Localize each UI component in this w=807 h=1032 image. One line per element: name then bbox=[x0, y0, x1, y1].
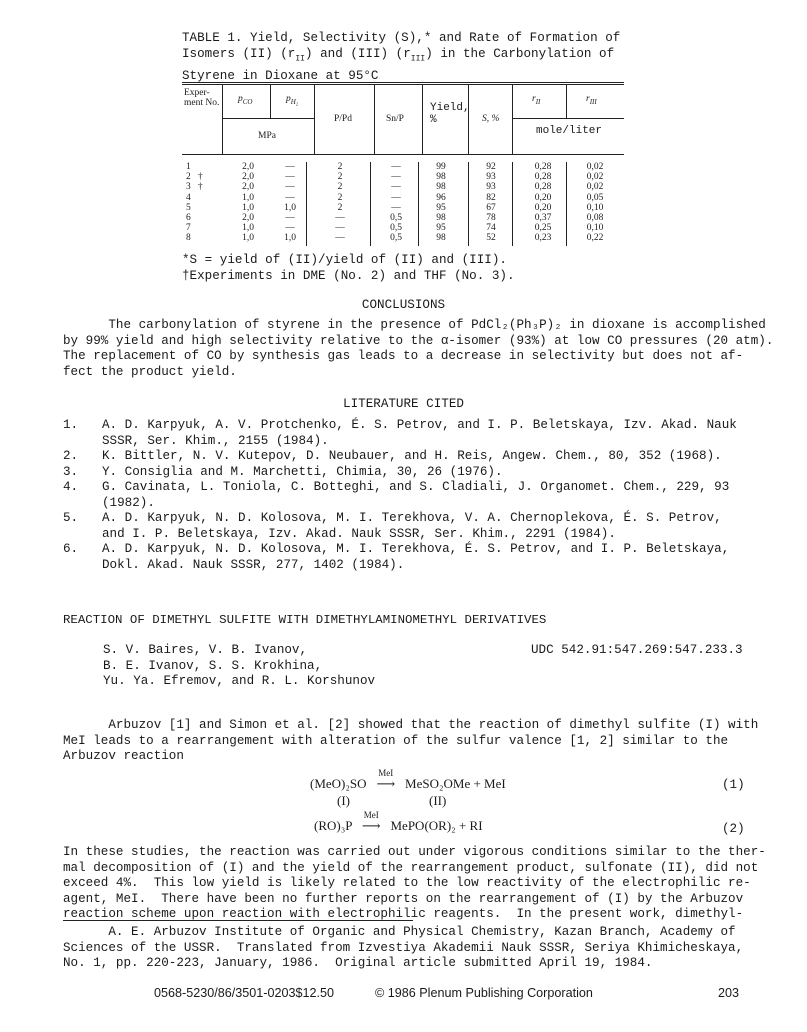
footnote-2: †Experiments in DME (No. 2) and THF (No. 3). bbox=[182, 268, 515, 283]
header-ph2-p: p bbox=[286, 94, 291, 104]
intro-line-1: Arbuzov [1] and Simon et al. [2] showed that the reaction of dimethyl sulfite (I) with bbox=[63, 718, 759, 732]
table-cell-s: 82 bbox=[486, 192, 496, 203]
vr-8 bbox=[566, 84, 567, 118]
literature-heading: LITERATURE CITED bbox=[343, 397, 464, 411]
table-cell-ph2: — bbox=[285, 223, 295, 234]
caption-sub-iii: III bbox=[410, 54, 426, 64]
table-cell-pco: 2,0 bbox=[242, 172, 254, 183]
col-ph2 bbox=[274, 162, 306, 244]
vr-3 bbox=[314, 84, 315, 154]
footnote-1: *S = yield of (II)/yield of (II) and (III). bbox=[182, 253, 507, 267]
eq2-arrow: MeI ⟶ bbox=[355, 818, 387, 834]
ref-line: and I. P. Beletskaya, Izv. Akad. Nauk SSSR, Ser. Khim., 2291 (1984). bbox=[102, 526, 616, 541]
table-cell-no: 5 bbox=[186, 202, 191, 213]
eq2-reagent: MeI bbox=[363, 810, 379, 820]
header-yield: Yield, % bbox=[430, 102, 470, 126]
table-cell-ppd: 2 bbox=[337, 162, 343, 172]
col-s bbox=[478, 162, 504, 244]
reference-5 bbox=[63, 511, 753, 542]
header-pco bbox=[238, 94, 252, 107]
ref-num: 5. bbox=[63, 511, 79, 525]
eq2-left: (RO)₃P bbox=[314, 818, 352, 833]
table-cell-yield: 98 bbox=[436, 233, 446, 244]
table-cell-pco: 2,0 bbox=[242, 162, 254, 172]
eq2-number: (2) bbox=[722, 822, 745, 836]
table-cell-pco: 1,0 bbox=[242, 233, 254, 244]
table-cell-no: 6 bbox=[186, 213, 191, 224]
table-cell-rii: 0,23 bbox=[534, 233, 552, 244]
table-cell-ph2: — bbox=[285, 213, 295, 224]
vr-4 bbox=[374, 84, 375, 154]
table-cell-ppd: — bbox=[335, 223, 345, 234]
caption-line-2a: Isomers (II) (r bbox=[182, 47, 296, 61]
author-line-1: S. V. Baires, V. B. Ivanov, bbox=[103, 643, 308, 657]
body-vr-5 bbox=[512, 162, 513, 246]
header-rii-sub: II bbox=[535, 97, 541, 106]
table-cell-s: 67 bbox=[486, 202, 496, 213]
table-cell-ph2: — bbox=[285, 192, 295, 203]
vr-7 bbox=[512, 84, 513, 154]
table-cell-rii: 0,28 bbox=[534, 172, 552, 183]
caption-line-1: TABLE 1. Yield, Selectivity (S),* and Rate of Formation of bbox=[182, 31, 621, 45]
table-cell-rii: 0,37 bbox=[534, 213, 552, 224]
col-riii bbox=[578, 162, 612, 244]
header-ph2 bbox=[286, 94, 298, 107]
ref-line: SSSR, Ser. Khim., 2155 (1984). bbox=[102, 433, 329, 448]
affil-line-1: A. E. Arbuzov Institute of Organic and Physical Chemistry, Kazan Branch, Academy of bbox=[63, 925, 736, 939]
caption-sub-ii: II bbox=[295, 54, 305, 64]
table-cell-pco: 2,0 bbox=[242, 182, 254, 193]
table-cell-s: 92 bbox=[486, 162, 496, 172]
eq1-reagent: MeI bbox=[378, 768, 394, 778]
table-cell-riii: 0,02 bbox=[586, 162, 604, 172]
table-cell-yield: 99 bbox=[436, 162, 446, 172]
affil-line-3: No. 1, pp. 220-223, January, 1986. Original article submitted April 19, 1984. bbox=[63, 956, 653, 970]
table-cell-ph2: — bbox=[285, 162, 295, 172]
table-cell-yield: 95 bbox=[436, 223, 446, 234]
table-cell-no: 8 bbox=[186, 233, 191, 244]
table-cell-yield: 98 bbox=[436, 182, 446, 193]
header-pco-p: p bbox=[238, 94, 243, 104]
header-rii-r: r bbox=[532, 94, 536, 104]
table-cell-snp: 0,5 bbox=[390, 223, 402, 234]
table-cell-s: 93 bbox=[486, 182, 496, 193]
table-cell-snp: — bbox=[391, 192, 401, 203]
table-cell-yield: 98 bbox=[436, 172, 446, 183]
ref-line: A. D. Karpyuk, N. D. Kolosova, M. I. Terekhova, V. A. Chernoplekova, É. S. Petrov, bbox=[102, 511, 722, 525]
table-cell-rii: 0,28 bbox=[534, 182, 552, 193]
table-cell-ppd: 2 bbox=[337, 172, 343, 183]
reference-list bbox=[63, 418, 753, 573]
table-cell-ph2: — bbox=[285, 172, 295, 183]
table-cell-s: 52 bbox=[486, 233, 496, 244]
table-cell-yield: 98 bbox=[436, 213, 446, 224]
intro-line-3: Arbuzov reaction bbox=[63, 749, 184, 763]
col-ppd bbox=[330, 162, 350, 244]
moleliter-rule bbox=[512, 118, 624, 119]
table-cell-ppd: 2 bbox=[337, 192, 343, 203]
table-cell-riii: 0,10 bbox=[586, 202, 604, 213]
body-line-3: exceed 4%. This low yield is likely related to the low reactivity of the electrophilic re- bbox=[63, 876, 751, 890]
equation-1 bbox=[310, 768, 506, 792]
ref-line: (1982). bbox=[102, 495, 155, 510]
ref-num: 1. bbox=[63, 418, 79, 432]
header-mpa: MPa bbox=[258, 131, 276, 141]
table-header-rule bbox=[182, 154, 624, 155]
table-cell-pco: 1,0 bbox=[242, 202, 254, 213]
eq1-label-ii: (II) bbox=[429, 793, 447, 808]
reference-3 bbox=[63, 465, 753, 481]
table-cell-rii: 0,25 bbox=[534, 223, 552, 234]
table-cell-no: 1 bbox=[186, 162, 191, 172]
body-paragraph bbox=[63, 845, 766, 923]
body-line-4: agent, MeI. There have been no further reports on the rearrangement of (I) by the Arbuzov bbox=[63, 891, 744, 906]
eq1-left: (MeO)₂SO bbox=[310, 776, 367, 791]
table-cell-s: 74 bbox=[486, 223, 496, 234]
col-pco bbox=[232, 162, 264, 244]
vr-2 bbox=[270, 84, 271, 118]
table-cell-riii: 0,05 bbox=[586, 192, 604, 203]
conclusions-line-4: fect the product yield. bbox=[63, 364, 237, 379]
ref-num: 3. bbox=[63, 464, 79, 479]
table-cell-pco: 1,0 bbox=[242, 192, 254, 203]
header-s: S, % bbox=[482, 114, 500, 124]
affiliation-rule bbox=[63, 920, 413, 921]
table-cell-no: 2 † bbox=[186, 172, 203, 183]
table-cell-pco: 1,0 bbox=[242, 223, 254, 234]
caption-line-3: Styrene in Dioxane at 95°C bbox=[182, 68, 379, 83]
reference-2 bbox=[63, 449, 753, 465]
table-cell-yield: 96 bbox=[436, 192, 446, 203]
table-cell-no: 4 bbox=[186, 192, 191, 203]
table-cell-no: 3 † bbox=[186, 182, 203, 193]
table-cell-no: 7 bbox=[186, 223, 191, 234]
ref-num: 2. bbox=[63, 449, 79, 463]
table-cell-rii: 0,20 bbox=[534, 192, 552, 203]
table-cell-riii: 0,22 bbox=[586, 233, 604, 244]
eq1-label-i: (I) bbox=[337, 793, 350, 808]
reference-4 bbox=[63, 480, 753, 511]
udc-code: UDC 542.91:547.269:547.233.3 bbox=[531, 643, 743, 657]
col-snp bbox=[382, 162, 410, 244]
article-title: REACTION OF DIMETHYL SULFITE WITH DIMETHYLAMINOMETHYL DERIVATIVES bbox=[63, 613, 547, 627]
table-cell-s: 93 bbox=[486, 172, 496, 183]
header-snp: Sn/P bbox=[386, 114, 404, 124]
ref-line: G. Cavinata, L. Toniola, C. Botteghi, and S. Cladiali, J. Organomet. Chem., 229, 93 bbox=[102, 480, 730, 494]
conclusions-heading: CONCLUSIONS bbox=[361, 298, 446, 312]
conclusions-line-1: The carbonylation of styrene in the presence of PdCl₂(Ph₃P)₂ in dioxane is accomplished bbox=[63, 318, 766, 332]
eq2-right: MePO(OR)₂ + RI bbox=[390, 818, 483, 833]
conclusions-line-3: The replacement of CO by synthesis gas leads to a decrease in selectivity but does not af- bbox=[63, 349, 744, 363]
table-cell-snp: 0,5 bbox=[390, 213, 402, 224]
header-riii-sub: III bbox=[589, 97, 597, 106]
col-rii bbox=[526, 162, 560, 244]
body-line-2: mal decomposition of (I) and the yield of the rearrangement product, sulfonate (II), did not bbox=[63, 860, 759, 875]
header-ph2-sub: H₂ bbox=[290, 97, 299, 106]
table-cell-snp: 0,5 bbox=[390, 233, 402, 244]
table-cell-ppd: 2 bbox=[337, 202, 343, 213]
table-cell-ppd: — bbox=[335, 233, 345, 244]
table-cell-rii: 0,28 bbox=[534, 162, 552, 172]
eq1-arrow: MeI ⟶ bbox=[370, 776, 402, 792]
table-cell-snp: — bbox=[391, 182, 401, 193]
eq1-right: MeSO₂OMe + MeI bbox=[405, 776, 506, 791]
ref-line: K. Bittler, N. V. Kutepov, D. Neubauer, and H. Reis, Angew. Chem., 80, 352 (1968). bbox=[102, 449, 722, 463]
table-top-rule bbox=[182, 82, 624, 83]
header-riii-r: r bbox=[586, 94, 590, 104]
table-cell-ppd: — bbox=[335, 213, 345, 224]
intro-paragraph bbox=[63, 718, 759, 765]
body-line-1: In these studies, the reaction was carried out under vigorous conditions similar to the ther- bbox=[63, 845, 766, 859]
caption-line-2c: ) in the Carbonylation of bbox=[425, 47, 615, 61]
reference-1 bbox=[63, 418, 753, 449]
ref-line: A. D. Karpyuk, N. D. Kolosova, M. I. Terekhova, É. S. Petrov, and I. P. Beletskaya, bbox=[102, 542, 730, 556]
footer-copyright: © 1986 Plenum Publishing Corporation bbox=[374, 986, 593, 1000]
table-cell-ph2: 1,0 bbox=[284, 233, 296, 244]
table-cell-s: 78 bbox=[486, 213, 496, 224]
intro-line-2: MeI leads to a rearrangement with alteration of the sulfur valence [1, 2] similar to the bbox=[63, 733, 729, 748]
body-vr-6 bbox=[566, 162, 567, 246]
table-cell-ph2: 1,0 bbox=[284, 202, 296, 213]
table-cell-ph2: — bbox=[285, 182, 295, 193]
author-line-3: Yu. Ya. Efremov, and R. L. Korshunov bbox=[103, 674, 376, 688]
table-cell-ppd: 2 bbox=[337, 182, 343, 193]
equation-2 bbox=[314, 810, 483, 834]
reference-6 bbox=[63, 542, 753, 573]
ref-line: Dokl. Akad. Nauk SSSR, 277, 1402 (1984). bbox=[102, 557, 405, 572]
col-no bbox=[174, 162, 226, 244]
table-cell-riii: 0,02 bbox=[586, 182, 604, 193]
conclusions-paragraph bbox=[63, 318, 774, 380]
ref-num: 6. bbox=[63, 542, 79, 556]
mpa-rule bbox=[222, 118, 314, 119]
table-cell-yield: 95 bbox=[436, 202, 446, 213]
header-riii bbox=[586, 94, 597, 107]
table-footnotes bbox=[182, 253, 515, 284]
header-ppd: P/Pd bbox=[334, 114, 352, 124]
article-authors bbox=[103, 643, 375, 690]
header-moleliter: mole/liter bbox=[536, 125, 603, 137]
table-cell-riii: 0,08 bbox=[586, 213, 604, 224]
caption-line-2b: ) and (III) (r bbox=[304, 47, 411, 61]
table-top-rule-2 bbox=[182, 84, 624, 85]
table-cell-rii: 0,20 bbox=[534, 202, 552, 213]
ref-num: 4. bbox=[63, 480, 79, 494]
vr-1 bbox=[222, 84, 223, 154]
vr-5 bbox=[422, 84, 423, 154]
header-exper: Exper- ment No. bbox=[184, 88, 220, 108]
body-vr-3 bbox=[418, 162, 419, 246]
header-pco-sub: CO bbox=[242, 97, 253, 106]
col-yield bbox=[426, 162, 456, 244]
page-number: 203 bbox=[718, 986, 740, 1000]
body-vr-4 bbox=[468, 162, 469, 246]
table-cell-pco: 2,0 bbox=[242, 213, 254, 224]
body-vr-1 bbox=[306, 162, 307, 246]
table-cell-snp: — bbox=[391, 202, 401, 213]
table-caption bbox=[182, 30, 622, 84]
table-cell-snp: — bbox=[391, 172, 401, 183]
eq1-number: (1) bbox=[722, 778, 745, 792]
body-vr-2 bbox=[370, 162, 371, 246]
footer-code: 0568-5230/86/3501-0203$12.50 bbox=[154, 986, 334, 1000]
affil-line-2: Sciences of the USSR. Translated from Izvestiya Akademii Nauk SSSR, Seriya Khimicheskaya, bbox=[63, 940, 744, 955]
header-rii bbox=[532, 94, 540, 107]
table-cell-riii: 0,10 bbox=[586, 223, 604, 234]
affiliation bbox=[63, 925, 753, 972]
author-line-2: B. E. Ivanov, S. S. Krokhina, bbox=[103, 658, 323, 673]
ref-line: A. D. Karpyuk, A. V. Protchenko, É. S. Petrov, and I. P. Beletskaya, Izv. Akad. Nauk bbox=[102, 418, 737, 432]
conclusions-line-2: by 99% yield and high selectivity relative to the α-isomer (93%) at low CO pressures (20 atm). bbox=[63, 333, 774, 348]
ref-line: Y. Consiglia and M. Marchetti, Chimia, 30, 26 (1976). bbox=[102, 464, 503, 479]
table-cell-snp: — bbox=[391, 162, 401, 172]
table-cell-riii: 0,02 bbox=[586, 172, 604, 183]
page-footer bbox=[154, 986, 593, 1000]
body-line-5: reaction scheme upon reaction with electrophilic reagents. In the present work, dimethyl- bbox=[63, 907, 744, 921]
